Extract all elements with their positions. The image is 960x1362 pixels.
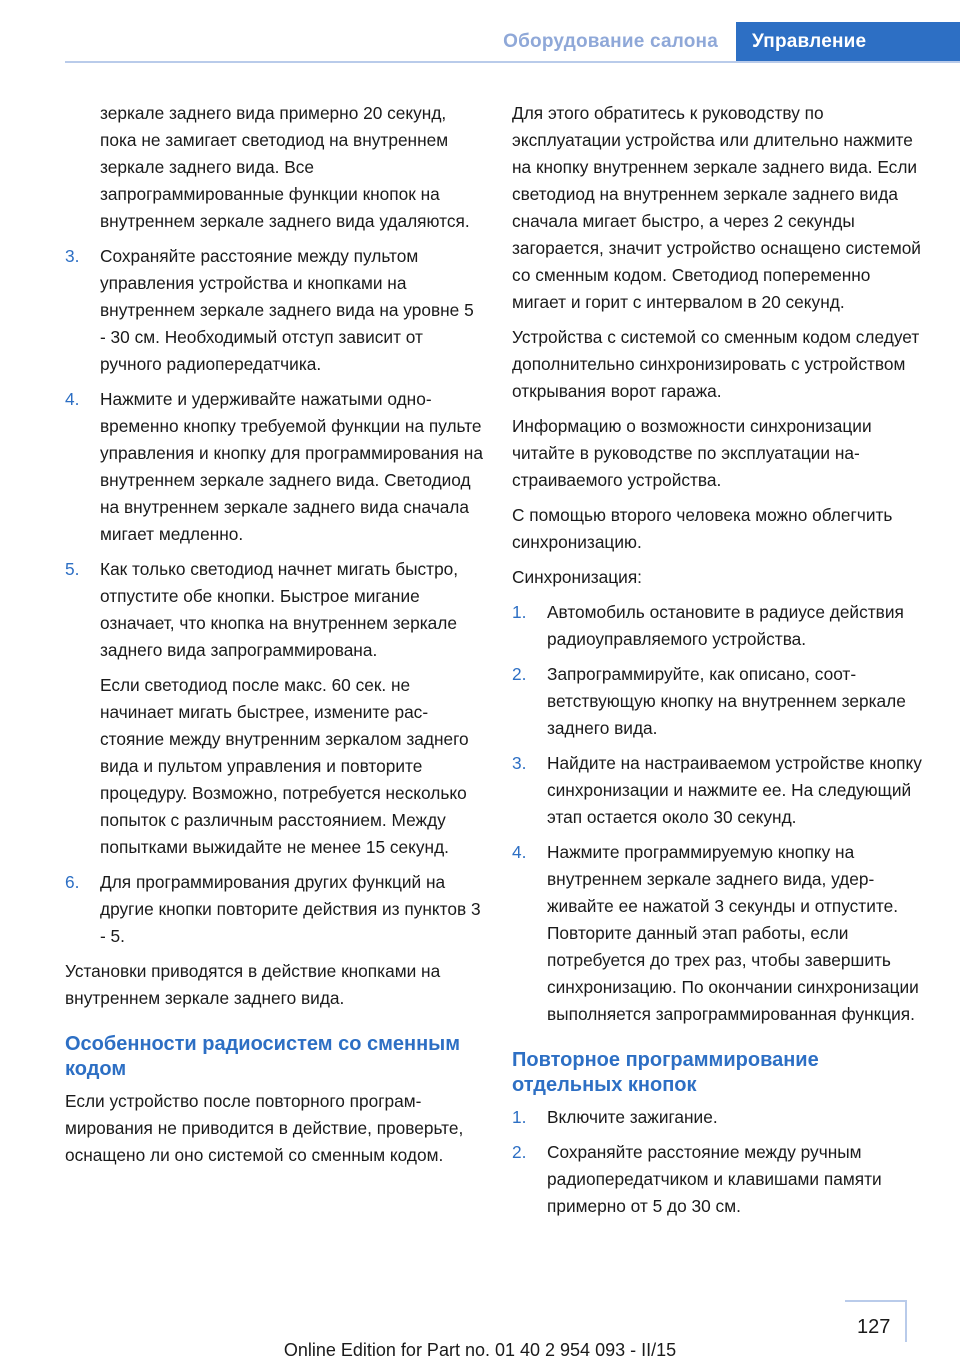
section-paragraph: Если устройство после повторного программирования не приводится в действие, проверьте, оснащено ли оно системой со сменным кодом.: [65, 1091, 464, 1165]
header-chapter-tab[interactable]: Управление: [736, 22, 960, 62]
header-divider: [65, 61, 960, 63]
list-item-text: Сохраняйте расстояние между ручным радиопередатчиком и клавишами памяти примерно от 5 до 30 см.: [547, 1142, 882, 1216]
footer-divider: [905, 1300, 907, 1342]
continued-paragraph: зеркале заднего вида примерно 20 секунд, пока не замигает светодиод на внутреннем зеркале заднего вида. Все запрограммированные функции кнопок на внутреннем зеркале заднего вида удаляются.: [100, 103, 470, 231]
list-item-number: 2.: [512, 664, 527, 684]
left-column: [65, 100, 483, 1177]
step-note: Если светодиод после макс. 60 сек. не начинает мигать быстрее, измените расстояние между внутренним зеркалом заднего вида и пультом управления и повторите процедуру. Возможно, потребуется несколько попыток с различным расстоянием. Между попытками выжидайте не менее 15 секунд.: [100, 675, 469, 857]
list-item-text: Нажмите и удерживайте нажатыми одновременно кнопку требуемой функции на пульте управления и кнопку для программирования на внутреннем зеркале заднего вида. Светодиод на внутреннем зеркале заднего вида сначала мигает медленно.: [100, 389, 483, 544]
list-item: [512, 839, 927, 1028]
list-item: [65, 243, 483, 378]
list-item-number: 6.: [65, 872, 80, 892]
list-item-text: Нажмите программируемую кнопку на внутреннем зеркале заднего вида, удерживайте ее нажатой 3 секунды и отпустите. Повторите данный этап работы, если потребуется до трех раз, чтобы завершить синхронизацию. По окончании синхронизации выполняется запрограммированная функция.: [547, 842, 919, 1024]
list-item-text: Сохраняйте расстояние между пультом управления устройства и кнопками на внутреннем зеркале заднего вида на уровне 5 - 30 см. Необходимый отступ зависит от ручного радиопередатчика.: [100, 246, 474, 374]
list-item: [512, 1104, 927, 1131]
list-item: [512, 661, 927, 742]
list-item-text: Для программирования других функций на другие кнопки повторите действия из пунктов 3 - 5.: [100, 872, 481, 946]
paragraph: С помощью второго человека можно облегчить синхронизацию.: [512, 505, 893, 552]
list-item: [65, 869, 483, 950]
list-item-number: 3.: [512, 753, 527, 773]
list-item-text: Включите зажигание.: [547, 1107, 718, 1127]
section-heading: Повторное программирование отдельных кнопок: [512, 1049, 819, 1096]
footer-divider: [845, 1300, 907, 1302]
page-number: 127: [857, 1316, 891, 1338]
list-item-number: 4.: [65, 389, 80, 409]
list-item: [65, 386, 483, 548]
paragraph: Устройства с системой со сменным кодом следует дополнительно синхронизировать с устройством открывания ворот гаража.: [512, 327, 920, 401]
edition-note: Online Edition for Part no. 01 40 2 954 093 - II/15: [283, 1340, 677, 1360]
section-heading: Особенности радиосистем со сменным кодом: [65, 1033, 461, 1080]
paragraph: Информацию о возможности синхронизации читайте в руководстве по эксплуатации настраиваемого устройства.: [512, 416, 872, 490]
list-item-text: Автомобиль остановите в радиусе действия радиоуправляемого устройства.: [547, 602, 904, 649]
list-item: [512, 1139, 927, 1220]
list-item-number: 1.: [512, 602, 527, 622]
list-item-number: 2.: [512, 1142, 527, 1162]
list-item-number: 4.: [512, 842, 527, 862]
right-column: [512, 100, 927, 1228]
paragraph: Для этого обратитесь к руководству по эксплуатации устройства или длительно нажмите на кнопку внутреннем зеркале заднего вида. Если светодиод на внутреннем зеркале заднего вида сначала мигает быстро, а через 2 секунды загорается, значит устройство оснащено системой со сменным кодом. Светодиод попеременно мигает и горит с интервалом в 20 секунд.: [512, 103, 921, 312]
sync-label: Синхронизация:: [512, 567, 642, 587]
list-item-number: 3.: [65, 246, 80, 266]
list-item-text: Как только светодиод начнет мигать быстро, отпустите обе кнопки. Быстрое мигание означает, что кнопка на внутреннем зеркале заднего вида запрограммирована.: [100, 559, 459, 660]
list-item: [65, 556, 483, 664]
list-item-text: Найдите на настраиваемом устройстве кнопку синхронизации и нажмите ее. На следующий этап остается около 30 секунд.: [547, 753, 922, 827]
closing-paragraph: Установки приводятся в действие кнопками на внутреннем зеркале заднего вида.: [65, 961, 441, 1008]
list-item-number: 5.: [65, 559, 80, 579]
list-item-text: Запрограммируйте, как описано, соответствующую кнопку на внутреннем зеркале заднего вида.: [547, 664, 906, 738]
list-item: [512, 750, 927, 831]
list-item: [512, 599, 927, 653]
list-item-number: 1.: [512, 1107, 527, 1127]
header-tabs: [503, 22, 960, 62]
header-section-tab[interactable]: Оборудование салона: [503, 31, 718, 52]
